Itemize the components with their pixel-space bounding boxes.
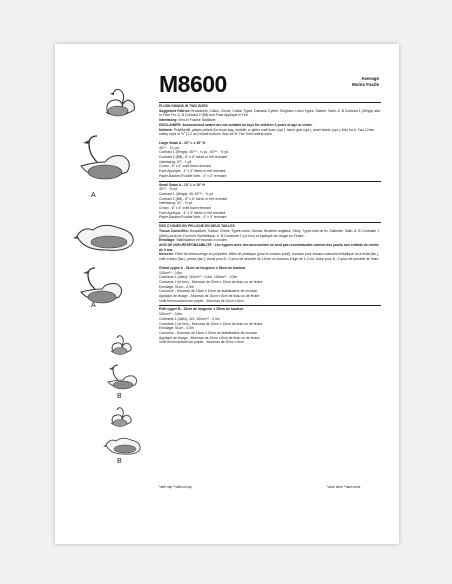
- figure-label-a-small: A: [91, 302, 96, 309]
- interfacing-note: Interfacing: Sew-in Fusible Stabilizer.: [159, 118, 217, 123]
- english-heading: PLUSH SWANS IN TWO SIZES: [159, 104, 208, 108]
- grand-line: 115cm** - 0,8m: [159, 270, 183, 275]
- small-swan-b-side-icon: [105, 362, 141, 394]
- large-line: Contrast 2 (Bill) - 8" x 6" fabric or felt remnant: [159, 155, 228, 160]
- large-swan-a-side-icon: [75, 132, 135, 188]
- large-line: Face Appliqué - 4" x 3" fabric or felt remnant: [159, 169, 226, 174]
- large-line: Crown - 6" x 4" craft foam remnant: [159, 164, 211, 169]
- small-line: Face Appliqué - 4" x 3" fabric or felt remnant: [159, 210, 226, 215]
- small-swan-b-front-icon: [107, 332, 135, 358]
- large-line: 45"** - 1¼ yd.: [159, 145, 180, 150]
- petit-cygne-heading: Petit cygne B - 33cm de longueur x 25cm de hauteur: [159, 307, 244, 312]
- grand-line: Entoilage: 51cm - 0,9m: [159, 284, 194, 289]
- small-swan-b-front-2-icon: [107, 404, 135, 430]
- french-heading: DES CYGNES EN PELUCHE EN DEUX TAILLES: [159, 224, 235, 229]
- large-swan-heading: Large Swan A - 20" L x 15" H: [159, 140, 206, 145]
- small-line: Contrast 2 (Bill) - 8" x 6" fabric or felt remnant: [159, 196, 228, 201]
- swan-illustrations: [55, 44, 175, 544]
- small-swan-heading: Small Swan A - 13" L x 10" H: [159, 182, 205, 187]
- notions: Notions: Polyfiberfill, plastic pellets (for bean bag, metallic or glitter craft foam (opt.), fabric glue (opt.), pearl beads (opt.). Also for A: Two 12mm safety eyes or ½" (1.2 cm) shank buttons. Also for B: Two 9mm safety eyes.: [159, 127, 375, 137]
- small-line: Paper-Backed Fusible Web - 4" x 3" remnant: [159, 215, 227, 220]
- figure-label-b-2: B: [117, 458, 122, 465]
- large-line: Paper-Backed Fusible Web - 4" x 3" remnant: [159, 173, 227, 178]
- suggested-fabrics: Suggested Fabrics: Broadcloth, Calico, Chintz, Cotton Types, Damask, Eyelet, Gingham, Linen Types, Sateen, Satin. A, B Contrast 1 (Wings) also in Faux Fur. A, B Contrast 2 (Bill) and Face Appliqué in Felt.: [159, 108, 381, 118]
- petit-line: Contraste 2 (le bec) - Morceau de 20cm x 10cm de tissu ou de feutre: [159, 321, 263, 326]
- small-line: Contrast 1 (Wings): 45, 60"** - ⅜ yd.: [159, 191, 214, 196]
- text-column: [159, 100, 381, 345]
- small-swan-a-icon: [77, 264, 127, 310]
- pattern-envelope-back: [55, 44, 399, 544]
- footnote-en: *with nap **without nap: [159, 485, 192, 489]
- figure-label-b-1: B: [117, 393, 122, 400]
- tissus-conseilles: Tissus Conseillés: Broadcloth, Calicot, Chintz, Types coton, Damas, Broderie anglaise, Vichy, Types toile de lin, Satinette, Satin. A, B Contraste 1 (Ailes) aussi en Fourrure Synthétique. A, B Contraste 2 (Le bec) et Appliqué de visage en Feutre.: [159, 228, 380, 238]
- large-line: Interfacing: 20" - 1 yd.: [159, 159, 193, 164]
- large-swan-front-icon: [100, 84, 140, 124]
- mercerie: Mercerie: Fibre de rembourrage en polyester, billes de plastique (pour le coussin poufi), mousse pour travaux manuels métallique ou à éclat (fac.), colle à tissu (fac.), perles (fac.). Aussi pour A : 2 yeux de sécurité de 12mm ou boutons à tige de 1,2 cm. Aussi pour B : 2 yeux de sécurité de 9mm.: [159, 252, 380, 262]
- pattern-number: M8600: [159, 71, 227, 97]
- petit-line: Contraste 1 (Ailes): 115, 150cm** - 0,3m: [159, 316, 220, 321]
- grand-line: Voile thermocollant sur papier - Morceau de 10cm x 8cm: [159, 298, 244, 303]
- grand-line: Contraste 1 (Ailes): 115cm** - 0,6m, 150cm** - 0,5m: [159, 275, 238, 280]
- small-swan-b-lying-icon: [103, 432, 143, 458]
- figure-label-a-large: A: [91, 192, 96, 199]
- grand-line: Contraste 2 (le bec) - Morceau de 20cm x 10cm de tissu ou de feutre: [159, 279, 263, 284]
- small-line: Interfacing: 20" - ⅜ yd.: [159, 201, 193, 206]
- disclaimer: DISCLAIMER: Accessorized swans are not suitable as toys for children 3 years of age or under.: [159, 122, 313, 127]
- entoilage-note: Entoilage: Stabilisateur en mousse à coudre.: [159, 238, 228, 243]
- petit-line: Appliqué de visage - Morceau de 10cm x 8cm de tissu ou de feutre: [159, 335, 260, 340]
- petit-line: Voile thermocollant sur papier - Morceau de 10cm x 8cm: [159, 340, 244, 345]
- large-line: Contrast 1 (Wings): 45"** - ¾ yd., 60"** - ½ yd.: [159, 150, 229, 155]
- grand-line: Couronne - Morceau de 15cm x 10cm de stabilisateur de mousse: [159, 289, 258, 294]
- difficulty-label: [352, 76, 379, 88]
- difficulty-fr: Moins Facile: [351, 82, 379, 87]
- grand-cygne-heading: Grand cygne A - 51cm de longueur x 38cm de hauteur: [159, 265, 246, 270]
- small-line: Crown - 6" x 4" craft foam remnant: [159, 206, 211, 211]
- petit-line: Couronne - Morceau de 15cm x 10cm de stabilisateur de mousse: [159, 330, 258, 335]
- petit-line: Entoilage: 51cm - 0,3m: [159, 326, 194, 331]
- petit-line: 115cm** - 0,6m: [159, 312, 183, 317]
- footnote-fr: *avec sens **sans sens: [327, 485, 361, 489]
- difficulty-en: Average: [361, 76, 379, 81]
- grand-line: Appliqué de visage - Morceau de 10cm x 8cm de tissu ou de feutre: [159, 294, 260, 299]
- small-line: 45"** - ⅝ yd.: [159, 187, 178, 192]
- avis: AVIS DE NON-RESPONSABILITÉ : Les cygnes avec des accessoires ne sont pas recommandés comme des jouets aux enfants de moins de 3 ans.: [159, 242, 379, 252]
- large-swan-a-lying-icon: [73, 216, 139, 256]
